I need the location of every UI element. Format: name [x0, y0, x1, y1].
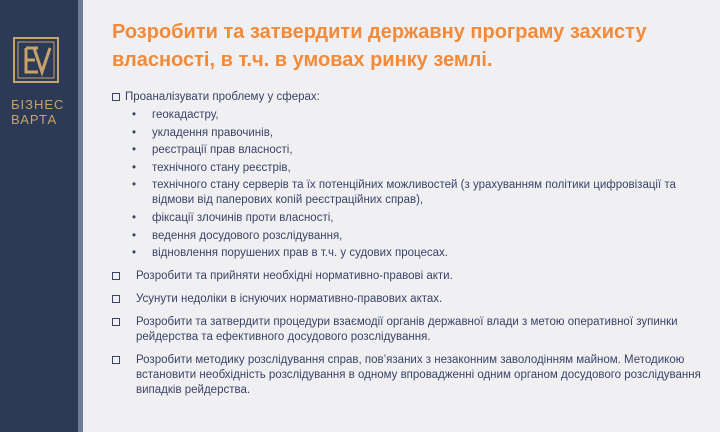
bullet-item: [112, 246, 712, 261]
bullet-text: технічного стану серверів та їх потенційних можливостей (з урахуванням політики цифровізації та відмови від паперових копій реєстраційних справ),: [152, 179, 676, 207]
bullet-item: [112, 161, 712, 176]
bullet-item: [112, 108, 712, 123]
action-item: [112, 353, 712, 398]
bullet-dot-icon: •: [132, 179, 137, 192]
action-item: [112, 315, 712, 345]
bullet-text: технічного стану реєстрів,: [152, 161, 291, 174]
sidebar-stripe: [78, 0, 83, 432]
bullet-dot-icon: •: [132, 229, 137, 242]
title-line-2: власності, в т.ч. в умовах ринку землі.: [112, 49, 493, 71]
bullet-item: [112, 229, 712, 244]
bullet-text: геокадастру,: [152, 109, 219, 121]
bullet-item: [112, 178, 712, 208]
checkbox-bullet-icon: [112, 318, 120, 326]
bullet-dot-icon: •: [132, 211, 137, 224]
title-line-1: Розробити та затвердити державну програму захисту: [112, 21, 647, 43]
brand-line-2: ВАРТА: [11, 112, 58, 127]
bullet-dot-icon: •: [132, 161, 137, 174]
checkbox-bullet-icon: [112, 93, 120, 101]
bullet-text: ведення досудового розслідування,: [152, 229, 343, 242]
bullet-dot-icon: •: [132, 126, 137, 139]
checkbox-bullet-icon: [112, 295, 120, 303]
action-item: [112, 269, 712, 284]
lead-item: [112, 90, 712, 105]
bullet-dot-icon: •: [132, 144, 137, 157]
checkbox-bullet-icon: [112, 356, 120, 364]
bullet-item: [112, 143, 712, 158]
bullet-dot-icon: •: [132, 109, 137, 121]
bullet-list: [112, 108, 712, 261]
bullet-item: [112, 211, 712, 226]
brand-line-1: БІЗНЕС: [11, 97, 65, 112]
bullet-item: [112, 126, 712, 141]
bullet-text: укладення правочинів,: [152, 126, 274, 139]
slide-content: [112, 90, 712, 398]
bizness-varta-logo-icon: [12, 36, 60, 84]
lead-text: Проаналізувати проблему у сферах:: [125, 91, 320, 103]
action-item: [112, 292, 712, 307]
checkbox-bullet-icon: [112, 272, 120, 280]
action-item-text: Розробити та затвердити процедури взаємодії органів державної влади з метою оперативної зупинки рейдерства та ефективного досудового розслідування.: [136, 316, 678, 344]
bullet-dot-icon: •: [132, 247, 137, 260]
action-item-text: Розробити та прийняти необхідні нормативно-правові акти.: [136, 270, 453, 283]
action-item-text: Усунути недоліки в існуючих нормативно-правових актах.: [136, 293, 443, 306]
bullet-text: відновлення порушених прав в т.ч. у судових процесах.: [152, 247, 448, 260]
bullet-text: фіксації злочинів проти власності,: [152, 211, 334, 224]
brand-name: [11, 97, 64, 127]
sidebar: [0, 0, 78, 432]
bullet-text: реєстрації прав власності,: [152, 144, 293, 157]
slide-title: [112, 18, 702, 74]
action-item-text: Розробити методику розслідування справ, пов’язаних з незаконним заволодінням майном. Методикою встановити необхідність розслідування в одному впровадженні одним органом досудового розслідування випадків рейдерства.: [136, 354, 701, 397]
